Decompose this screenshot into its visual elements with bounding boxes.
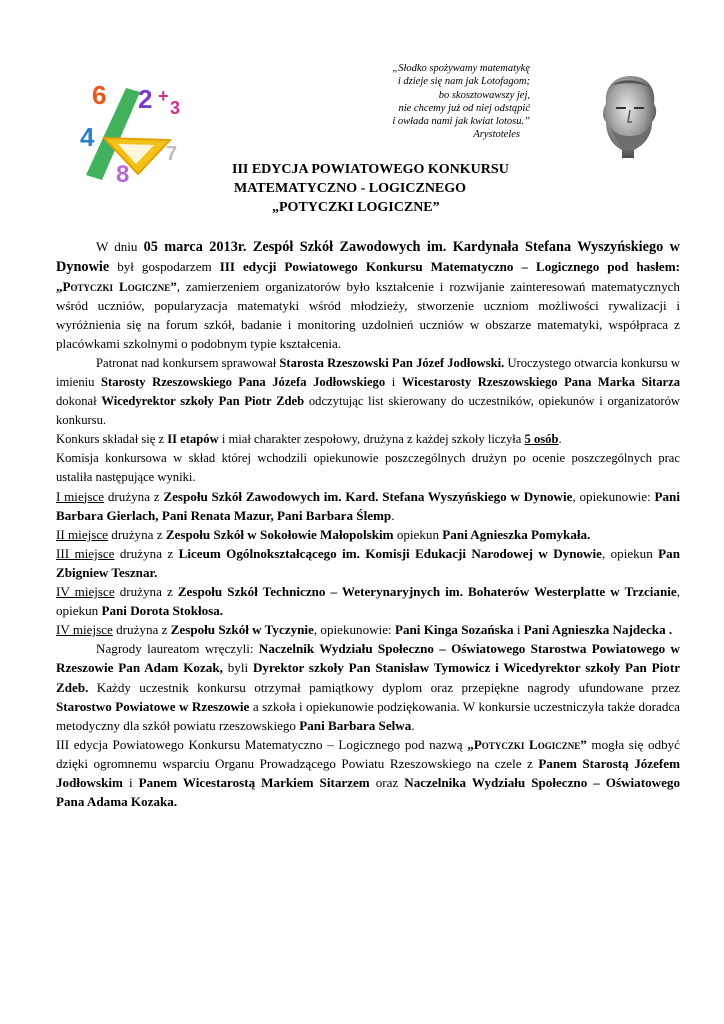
paragraph-committee: Komisja konkursowa w skład której wchodzili opiekunowie poszczególnych drużyn po ocenie poszczególnych prac ustaliła następujące wyniki. [56, 450, 680, 484]
result-place-4a: IV miejsce drużyna z Zespołu Szkół Techniczno – Weterynaryjnych im. Bohaterów Westerplatte w Trzcianie, opiekun Pani Dorota Stokłosa. [56, 584, 680, 619]
logo-plus: + [158, 86, 169, 106]
aristotle-quote [340, 62, 530, 142]
logo-digit-2: 2 [138, 84, 153, 114]
aristotle-bust-image [588, 74, 670, 158]
quote-line: i dzieje się nam jak Lotofagom; [397, 76, 530, 88]
document-body [56, 237, 680, 811]
logo-digit-4: 4 [80, 122, 95, 152]
paragraph-intro: W dniu 05 marca 2013r. Zespół Szkół Zawodowych im. Kardynała Stefana Wyszyńskiego w Dynowie był gospodarzem III edycji Powiatowego Konkursu Matematyczno – Logicznego pod hasłem: „Potyczki Logiczne”, zamierzeniem organizatorów było kształcenie i rozwijanie zainteresowań matematycznych wśród uczniów, popularyzacja matematyki wśród młodzieży, stworzenie uczniom możliwości rywalizacji i wyróżnienia się na forum szkół, badanie i monitoring uzdolnień uczniów w obszarze matematyki, współpraca z placówkami szkolnymi o podobnym typie kształcenia. [56, 239, 680, 352]
title-line-1: III EDYCJA POWIATOWEGO KONKURSU [232, 162, 509, 177]
title-line-3: „POTYCZKI LOGICZNE” [272, 200, 440, 215]
result-place-1: I miejsce drużyna z Zespołu Szkół Zawodowych im. Kard. Stefana Wyszyńskiego w Dynowie, opiekunowie: Pani Barbara Gierlach, Pani Renata Mazur, Pani Barbara Ślemp. [56, 488, 680, 523]
paragraph-patronage: Patronat nad konkursem sprawował Starosta Rzeszowski Pan Józef Jodłowski. Uroczystego otwarcia konkursu w imieniu Starosty Rzeszowskiego Pana Józefa Jodłowskiego i Wicestarosty Rzeszowskiego Pana Marka Sitarza dokonał Wicedyrektor szkoły Pan Piotr Zdeb odczytując list skierowany do uczestników, opiekunów i organizatorów konkursu. [56, 355, 681, 427]
quote-author: Arystoteles [473, 129, 520, 141]
logo-digit-6: 6 [92, 80, 107, 110]
paragraph-thanks: III edycja Powiatowego Konkursu Matematyczno – Logicznego pod nazwą „Potyczki Logiczne” mogła się odbyć dzięki ogromnemu wsparciu Organu Prowadzącego Powiatu Rzeszowskiego na czele z Panem Starostą Józefem Jodłowskim i Panem Wicestarostą Markiem Sitarzem oraz Naczelnika Wydziału Społeczno – Oświatowego Pana Adama Kozaka. [56, 736, 680, 810]
logo-digit-7: 7 [166, 143, 178, 165]
result-place-4b: IV miejsce drużyna z Zespołu Szkół w Tyczynie, opiekunowie: Pani Kinga Sozańska i Pani Agnieszka Najdecka . [56, 622, 673, 638]
math-logo [78, 80, 190, 182]
paragraph-awards: Nagrody laureatom wręczyli: Naczelnik Wydziału Społeczno – Oświatowego Starostwa Powiatowego w Rzeszowie Pan Adam Kozak, byli Dyrektor szkoły Pan Stanisław Tymowicz i Wicedyrektor szkoły Pan Piotr Zdeb. Każdy uczestnik konkursu otrzymał pamiątkowy dyplom oraz przepiękne nagrody ufundowane przez Starostwo Powiatowe w Rzeszowie a szkoła i opiekunowie podziękowania. W konkursie uczestniczyła także doradca metodyczny dla szkół powiatu rzeszowskiego Pani Barbara Selwa. [56, 641, 681, 733]
logo-digit-3: 3 [170, 98, 181, 118]
title-line-2: MATEMATYCZNO - LOGICZNEGO [234, 181, 467, 196]
logo-digit-8: 8 [116, 161, 130, 182]
quote-line: nie chcemy już od niej odstąpić [398, 102, 530, 114]
paragraph-rules: Konkurs składał się z II etapów i miał charakter zespołowy, drużyna z każdej szkoły liczyła 5 osób. [56, 431, 562, 446]
quote-line: i owłada nami jak kwiat lotosu.” [392, 116, 530, 128]
result-place-2: II miejsce drużyna z Zespołu Szkół w Sokołowie Małopolskim opiekun Pani Agnieszka Pomykała. [56, 526, 591, 542]
quote-line: „Słodko spożywamy matematykę [392, 63, 530, 74]
result-place-3: III miejsce drużyna z Liceum Ogólnokształcącego im. Komisji Edukacji Narodowej w Dynowie, opiekun Pan Zbigniew Tesznar. [56, 545, 680, 580]
quote-line: bo skosztowawszy jej, [438, 89, 530, 101]
